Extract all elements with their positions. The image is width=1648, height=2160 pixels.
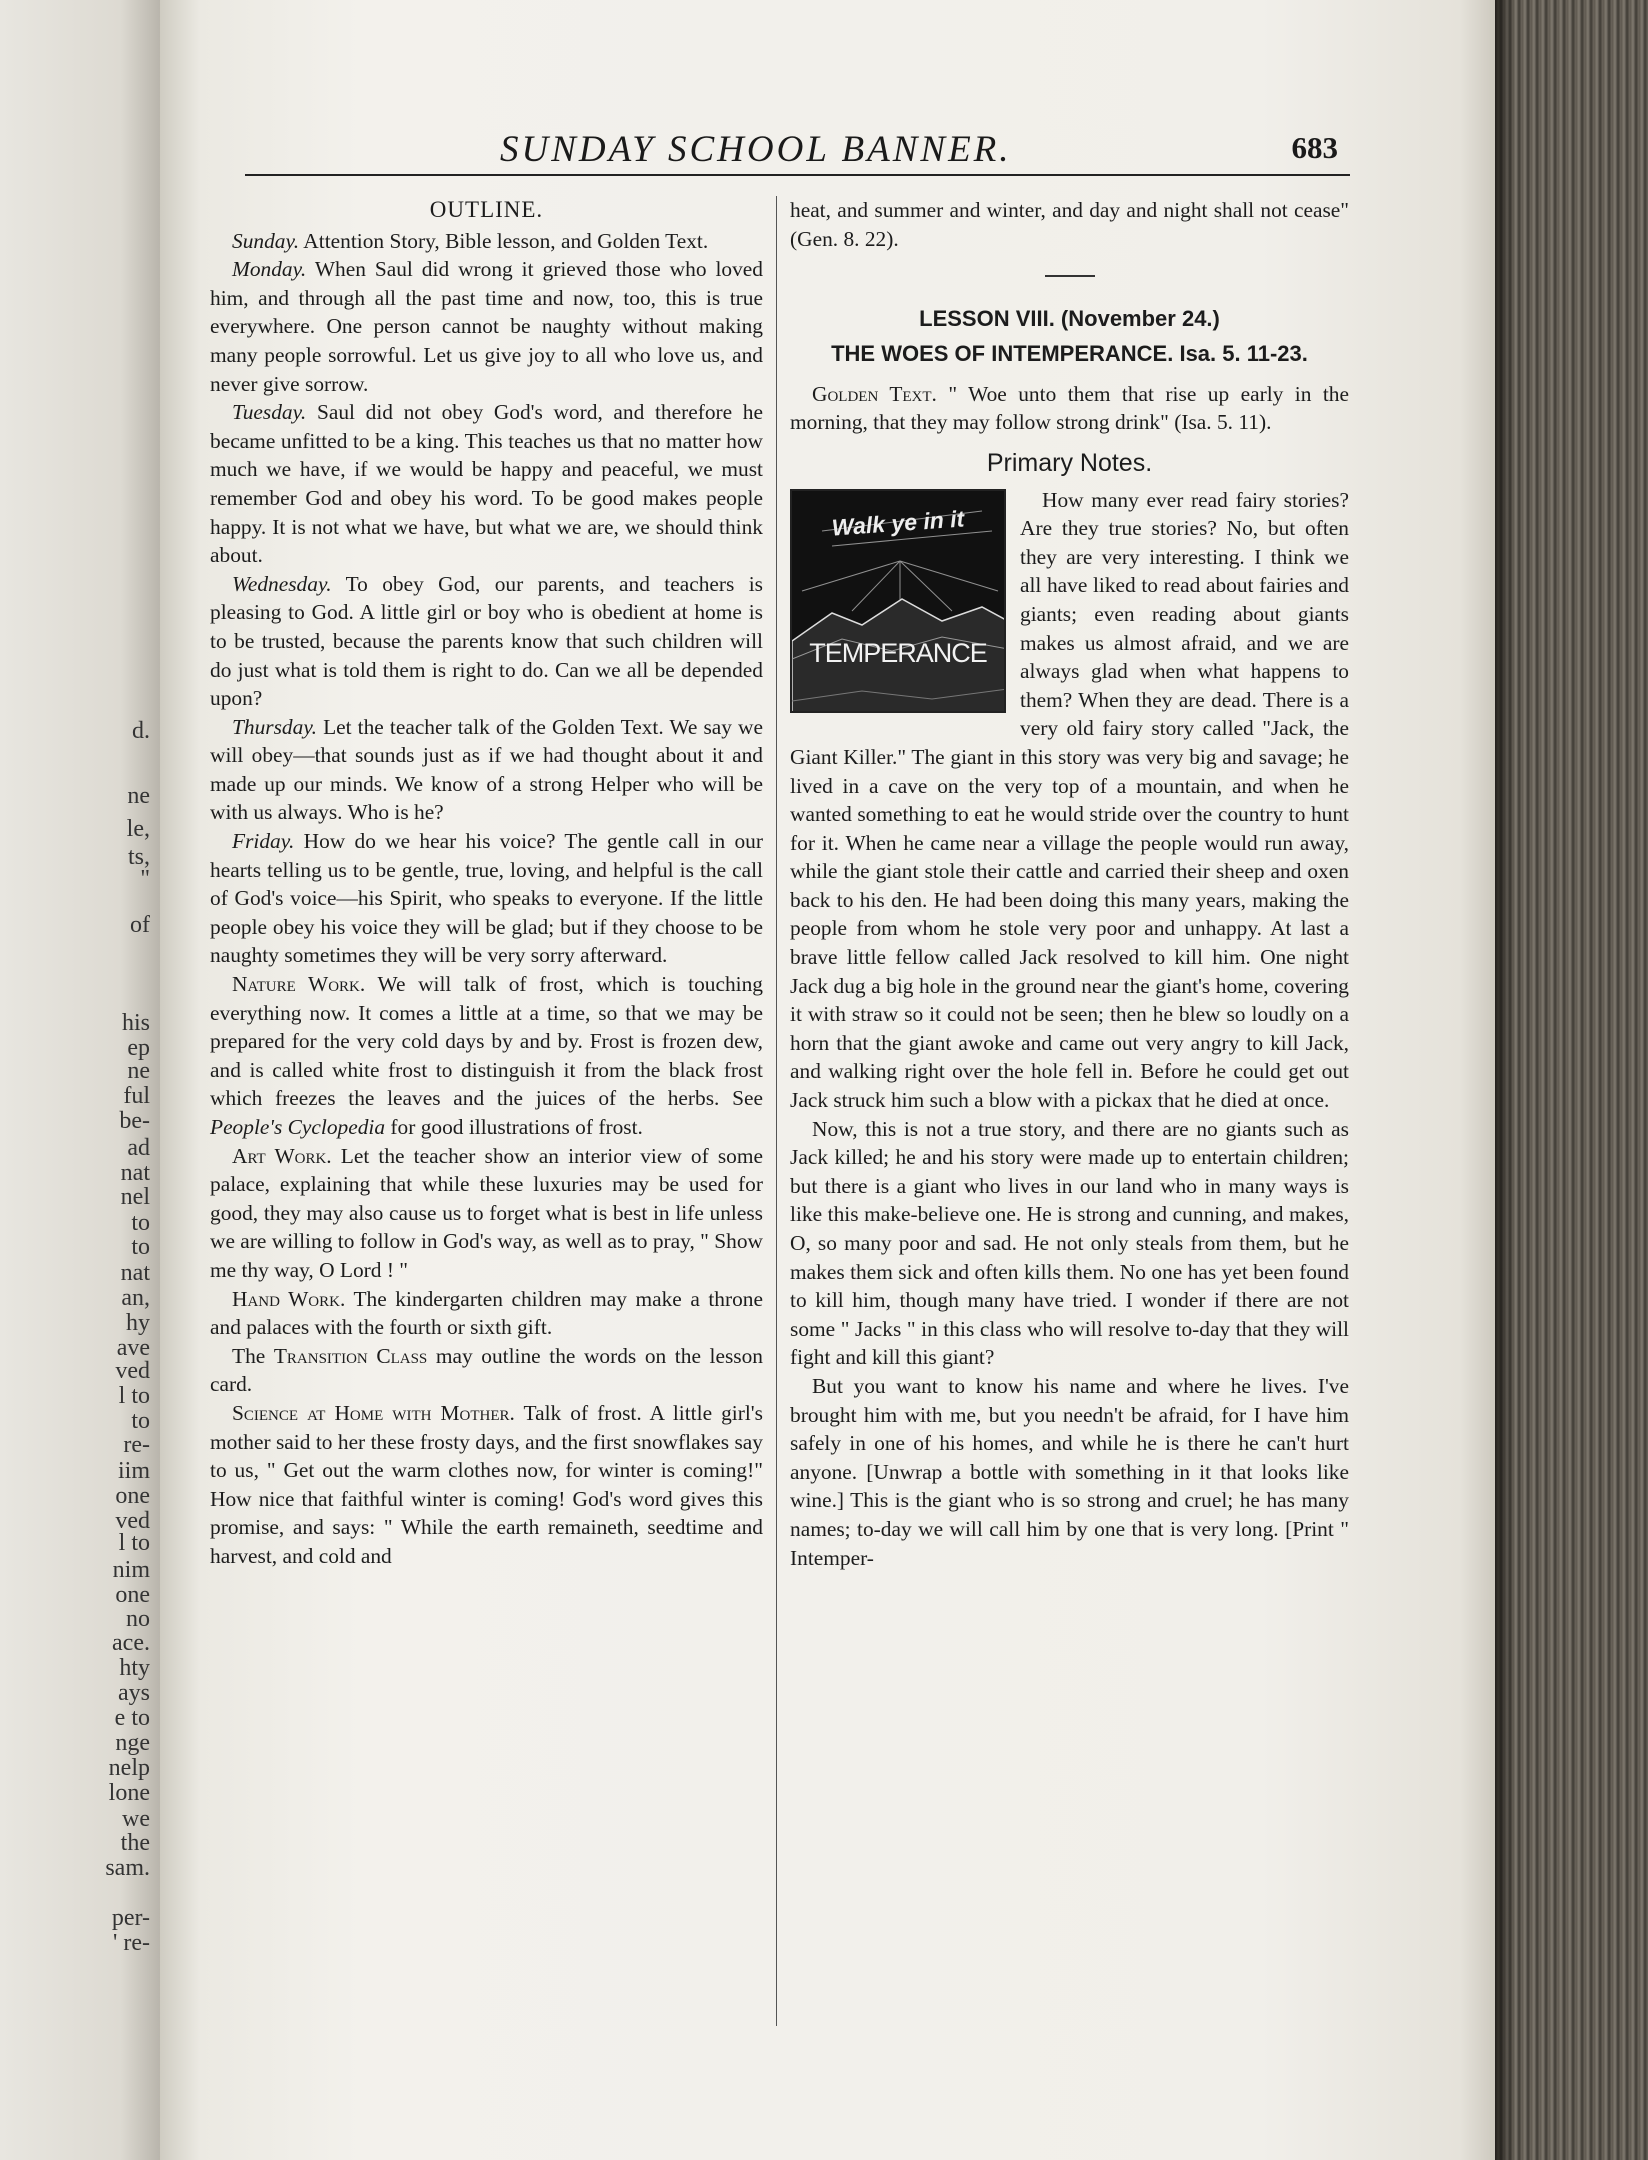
section-text: Talk of frost. A little girl's mother said to her these frosty days, and the first snowflakes say to us, " Get out the warm clothes now, for winter is coming!" How nice that faithful winter is coming! God's word gives this promise, and says: " While the earth remaineth, seedtime and harvest, and cold and [210, 1400, 763, 1568]
section-label: Transition Class [273, 1343, 428, 1368]
section-text: for good illustrations of frost. [385, 1115, 643, 1139]
golden-text-body: " Woe unto them that rise up early in the morning, that they may follow strong drink" (Isa. 5. 11). [790, 381, 1349, 435]
continuation-text: heat, and summer and winter, and day and night shall not cease" (Gen. 8. 22). [790, 198, 1349, 251]
fragment-text: ad [127, 1135, 150, 1161]
fragment-text: le, [126, 816, 150, 842]
fragment-text: nat [120, 1160, 150, 1186]
cyclopedia-reference: People's Cyclopedia [210, 1115, 386, 1139]
lesson-subtitle: THE WOES OF INTEMPERANCE. Isa. 5. 11-23. [831, 340, 1308, 366]
fragment-text: be- [119, 1108, 150, 1134]
fragment-text: hty [119, 1655, 150, 1681]
art-work [210, 1142, 763, 1285]
fragment-text: sam. [105, 1855, 150, 1881]
fragment-text: ep [127, 1035, 150, 1061]
page-header [245, 128, 1350, 176]
fragment-text: ts, [127, 844, 150, 870]
fragment-text: ' re- [113, 1930, 150, 1956]
fragment-text: an, [121, 1285, 150, 1311]
day-text: When Saul did wrong it grieved those who loved him, and through all the past time and now, too, this is true everywhere. One person cannot be naughty without making many people sorrowful. Let us give joy to all who love us, and never give sorrow. [210, 257, 763, 396]
outline-title: OUTLINE. [429, 197, 544, 222]
day-label: Thursday. [232, 714, 317, 739]
outline-sunday [210, 227, 763, 256]
fragment-text: e to [114, 1705, 150, 1731]
fragment-text: of [130, 912, 150, 938]
left-column [210, 196, 763, 1571]
fragment-text: one [115, 1582, 150, 1608]
science-at-home [210, 1399, 763, 1571]
lesson-title: LESSON VIII. (November 24.) [919, 306, 1220, 332]
book-edge [1495, 0, 1648, 2160]
fragment-text: nat [120, 1260, 150, 1286]
fragment-text: l to [118, 1530, 150, 1556]
running-title: SUNDAY SCHOOL BANNER. [500, 129, 1012, 170]
fragment-text: ace. [112, 1630, 150, 1656]
outline-wednesday [210, 570, 763, 713]
fragment-text: the [120, 1830, 150, 1856]
fragment-text: nge [115, 1730, 150, 1756]
fragment-text: nim [112, 1557, 150, 1583]
previous-page-edge [0, 0, 160, 2160]
hand-work [210, 1285, 763, 1342]
day-label: Sunday. [232, 228, 300, 253]
section-label: Art Work. [232, 1143, 332, 1168]
day-text: How do we hear his voice? The gentle call in our hearts telling us to be gentle, true, loving, and helpful is the call of God's voice—his Spirit, who speaks to everyone. If the little people obey his voice they will be glad; but if they choose to be naughty sometimes they will be very sorry afterward. [210, 829, 763, 968]
fragment-text: ave [116, 1335, 150, 1361]
section-text: The kindergarten children may make a throne and palaces with the fourth or sixth gift. [210, 1286, 763, 1340]
fragment-text: ne [127, 1058, 150, 1084]
fragment-text: ne [127, 783, 150, 809]
day-label: Monday. [232, 257, 307, 282]
outline-friday [210, 827, 763, 970]
notes-paragraph: How many ever read fairy stories? Are they true stories? No, but often they are very interesting. I think we all have liked to read about fairies and giants; even reading about giants makes us almost afraid, and we are always glad when what happens to them? When they are dead. There is a very old fairy story called "Jack, the Giant Killer." The giant in this story was very big and savage; he lived in a cave on the very top of a mountain, and when he wanted something to eat he would stride over the country to hunt for it. When he came near a village the people would run away, while the giant stole their cattle and carried their sheep and oxen back to his den. He had been doing this many years, making the people from whom he stole very poor and unhappy. At last a brave little fellow called Jack resolved to kill him. One night Jack dug a big hole in the ground near the giant's home, covering it with straw so it could not be seen; then he blew so loudly on a horn that the giant awoke and came out very angry to kill Jack, and walking right over the hole fell in. Before he could get out Jack struck him such a blow with a pickax that he died at once. [790, 487, 1349, 1113]
page-number: 683 [1291, 130, 1338, 165]
notes-paragraph: Now, this is not a true story, and there are no giants such as Jack killed; he and his story were made up to entertain children; but there is a giant who lives in our land who in many ways is like this make-believe one. He is strong and cunning, and makes, O, so many poor and sad. He not only steals from them, but he makes them sick and often kills them. No one has yet been found to kill him, though many have tried. I wonder if there are not some " Jacks " in this class who will resolve to-day that they will fight and kill this giant? [790, 1116, 1349, 1370]
day-text: Attention Story, Bible lesson, and Golden Text. [299, 228, 709, 253]
section-label: Hand Work. [232, 1286, 346, 1311]
day-text: Let the teacher talk of the Golden Text. We say we will obey—that sounds just as if we had thought about it and made up our minds. We know of a strong Helper who will be with us always. Who is he? [210, 714, 763, 825]
fragment-text: to [131, 1210, 150, 1236]
fragment-text: ved [115, 1508, 150, 1534]
fragment-text: to [131, 1234, 150, 1260]
right-column [790, 196, 1349, 1572]
fragment-text: d. [132, 718, 150, 744]
fragment-text: we [122, 1806, 150, 1832]
fragment-text: iim [117, 1458, 150, 1484]
fragment-text: re- [123, 1432, 150, 1458]
day-label: Wednesday. [232, 571, 332, 596]
section-label: Nature Work. [232, 972, 366, 997]
nature-work [210, 970, 763, 1142]
day-label: Tuesday. [232, 400, 307, 425]
fragment-text: per- [111, 1905, 150, 1931]
section-text: We will talk of frost, which is touching everything now. It comes a little at a time, so that we may be prepared for the very cold days by and by. Frost is frozen dew, and is called white frost to distinguish it from the black frost which freezes the leaves and the juices of the herbs. See [210, 972, 763, 1111]
fragment-text: ful [123, 1083, 150, 1109]
day-label: Friday. [232, 829, 295, 854]
transition-class [210, 1342, 763, 1399]
outline-thursday [210, 713, 763, 827]
section-label: Science at Home with Mother. [232, 1400, 515, 1425]
fragment-text: his [121, 1010, 150, 1036]
column-rule [776, 196, 777, 2026]
fragment-text: nel [120, 1184, 150, 1210]
section-text: may outline the words on the lesson card. [210, 1343, 763, 1397]
fragment-text: one [115, 1483, 150, 1509]
temperance-illustration [790, 489, 1006, 713]
notes-paragraph: But you want to know his name and where he lives. I've brought him with me, but you needn't be afraid, for I have him safely in one of his homes, and while he is there he can't hurt anyone. [Unwrap a bottle with something in it that looks like wine.] This is the giant who is so strong and cruel; he has many names; to-day we will call him by one that is very long. [Print " Intemper- [790, 1373, 1349, 1570]
fragment-text: " [140, 866, 150, 892]
fragment-text: l to [118, 1383, 150, 1409]
fragment-text: ved [115, 1358, 150, 1384]
outline-tuesday [210, 398, 763, 570]
primary-notes-title: Primary Notes. [986, 448, 1153, 477]
outline-monday [210, 255, 763, 398]
section-separator [1045, 275, 1095, 277]
fragment-text: hy [126, 1310, 150, 1336]
golden-text-label: Golden Text. [812, 381, 937, 406]
fragment-text: to [131, 1408, 150, 1434]
fragment-text: ays [118, 1680, 150, 1706]
day-text: Saul did not obey God's word, and therefore he became unfitted to be a king. This teaches us that no matter how much we have, if we would be happy and peaceful, we must remember God and obey his word. To be good makes people happy. It is not what we have, but what we are, we should think about. [210, 400, 763, 568]
fragment-text: lone [108, 1780, 150, 1806]
fragment-text: no [126, 1606, 150, 1632]
golden-text [790, 380, 1349, 437]
fragment-text: nelp [108, 1755, 150, 1781]
section-text: Let the teacher show an interior view of some palace, explaining that while these luxuries may be used for good, they may also cause us to forget what is best in life unless we are willing to follow in God's way, as well as to pray, " Show me thy way, O Lord ! " [210, 1143, 763, 1282]
section-text: The [232, 1343, 274, 1368]
figure-bottom-text: TEMPERANCE [809, 637, 987, 668]
figure-top-text: Walk ye in it [830, 504, 965, 541]
day-text: To obey God, our parents, and teachers is pleasing to God. A little girl or boy who is obedient at home is to be trusted, because the parents know that such children will do just what is told them is right to do. Can we all be depended upon? [210, 571, 763, 711]
